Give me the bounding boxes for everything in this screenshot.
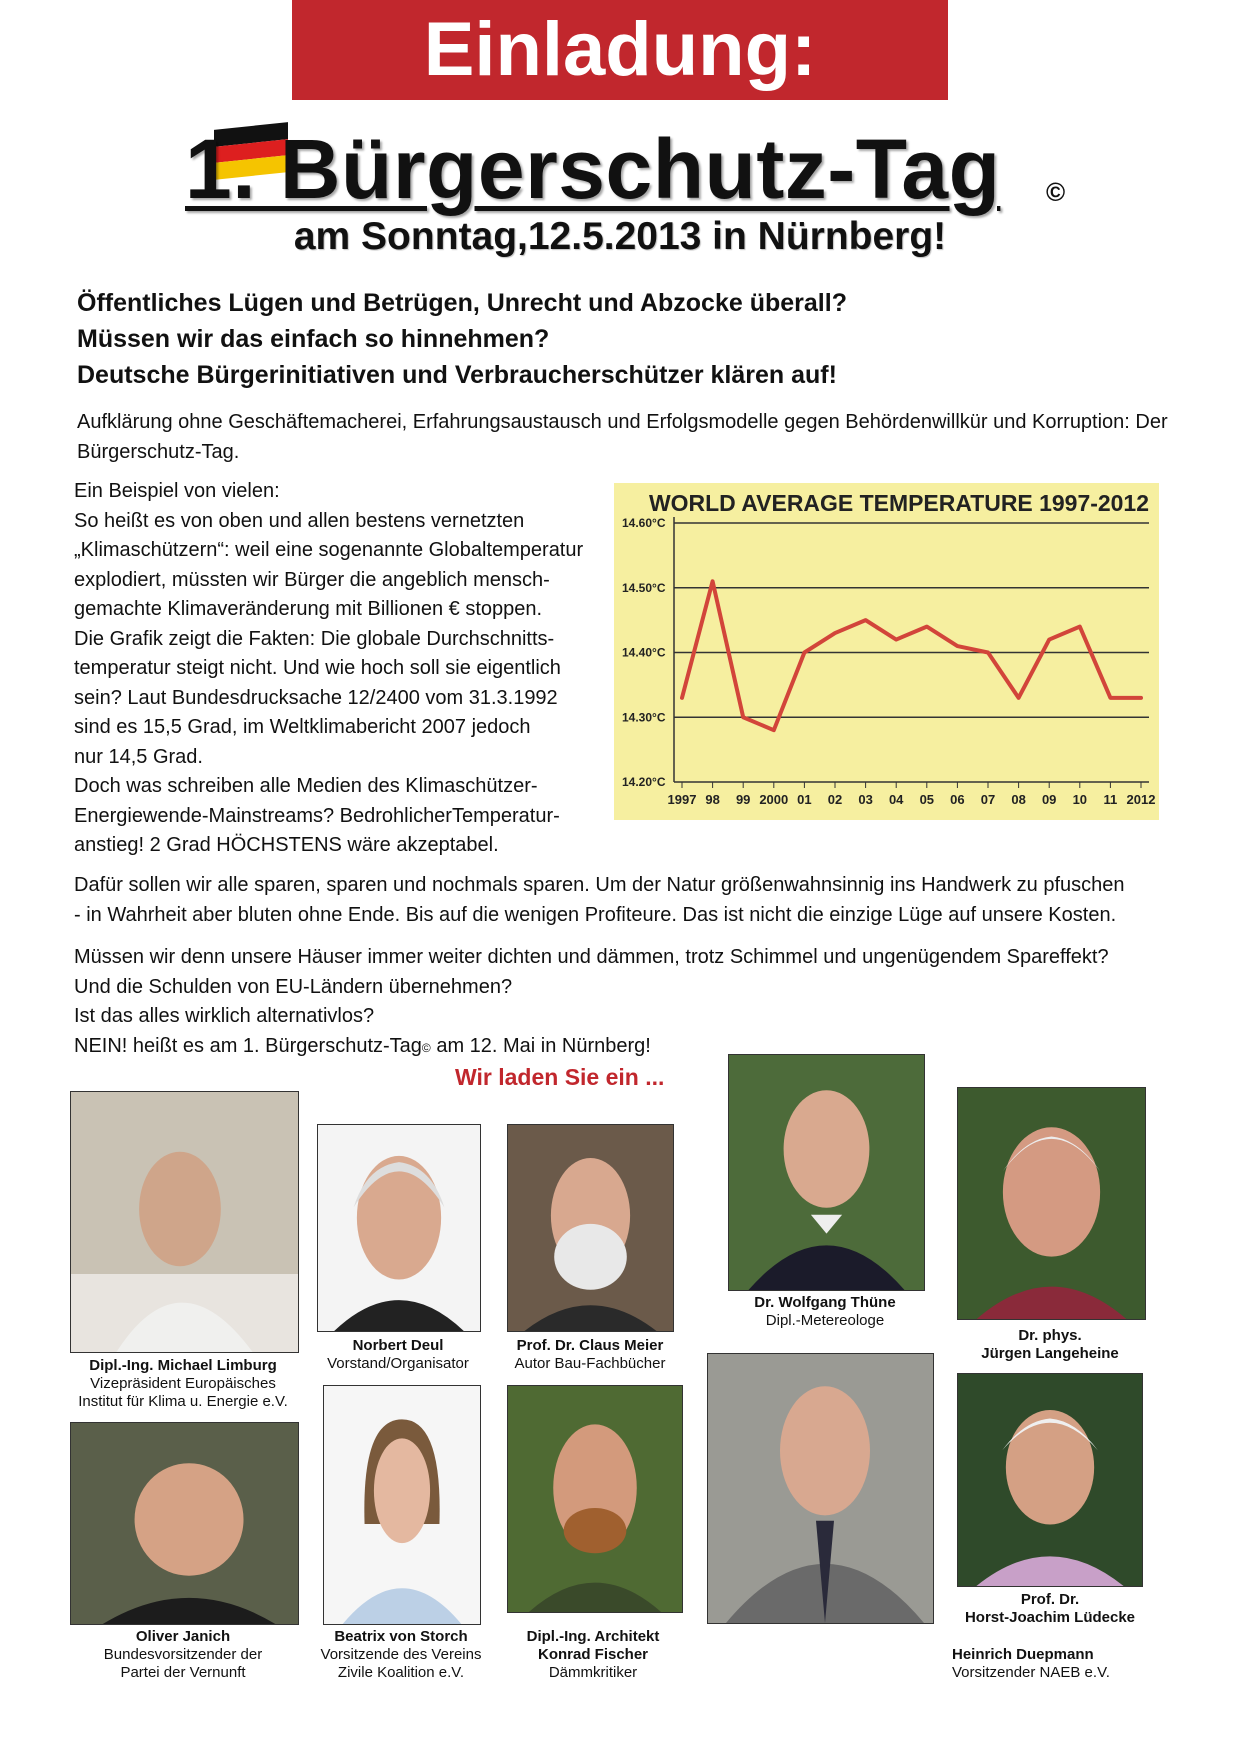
chart-x-tick-label: 02	[827, 792, 843, 807]
speaker-name: Beatrix von Storch	[334, 1628, 468, 1645]
speaker-photo-thuene	[728, 1054, 925, 1291]
speaker-name: Prof. Dr. Claus Meier	[516, 1337, 664, 1354]
speaker-caption-deul	[303, 1337, 493, 1373]
intro-line: Öffentliches Lügen und Betrügen, Unrecht und Abzocke überall?	[77, 289, 847, 317]
intro-questions	[77, 285, 1197, 393]
text-line: Doch was schreiben alle Medien des Klimaschützer-	[74, 775, 538, 797]
final-line	[74, 1032, 1204, 1064]
chart-data-point	[1109, 696, 1112, 699]
chart-data-point	[1078, 625, 1081, 628]
chart-x-tick-label: 08	[1011, 792, 1026, 807]
final-line-text: NEIN! heißt es am 1. Bürgerschutz-Tag	[74, 1034, 422, 1057]
speaker-caption-limburg	[63, 1357, 303, 1411]
chart-y-tick-label: 14.20°C	[622, 775, 666, 789]
temperature-chart	[614, 483, 1159, 820]
text-line: Müssen wir denn unsere Häuser immer weiter dichten und dämmen, trotz Schimmel und ungenügendem Spareffekt?	[74, 946, 1109, 968]
text-line: Dafür sollen wir alle sparen, sparen und nochmals sparen. Um der Natur größenwahnsinnig ins Handwerk zu pfuschen	[74, 874, 1125, 896]
text-line: Und die Schulden von EU-Ländern übernehmen?	[74, 975, 513, 998]
speaker-photo-meier	[507, 1124, 674, 1332]
final-line-text-end: am 12. Mai in Nürnberg!	[430, 1034, 651, 1057]
speaker-photo-janich	[70, 1422, 299, 1625]
chart-data-point	[1140, 696, 1143, 699]
chart-data-point	[681, 696, 684, 699]
speaker-role: Vorsitzender NAEB e.V.	[952, 1664, 1110, 1681]
speaker-name: Heinrich Duepmann	[952, 1646, 1094, 1663]
chart-x-tick-label: 03	[858, 792, 873, 807]
chart-x-tick-label: 2000	[759, 792, 789, 807]
speaker-role: Dipl.-Metereologe	[765, 1312, 885, 1329]
speaker-caption-storch	[303, 1628, 499, 1682]
chart-data-point	[772, 729, 775, 732]
chart-y-tick-label: 14.50°C	[622, 580, 666, 595]
speaker-name: Prof. Dr.	[1020, 1591, 1080, 1608]
invitation-banner: Einladung:	[292, 0, 948, 100]
speaker-role: Partei der Vernunft	[120, 1664, 246, 1681]
intro-line: Deutsche Bürgerinitiativen und Verbraucherschützer klären auf!	[77, 361, 837, 389]
chart-data-point	[711, 580, 714, 583]
paragraph-savings	[74, 871, 1204, 930]
speaker-role: Dämmkritiker	[548, 1664, 638, 1681]
text-line: gemachte Klimaveränderung mit Billionen € stoppen.	[74, 598, 543, 620]
paragraph-closing	[74, 943, 1204, 1063]
paragraph-purpose: Aufklärung ohne Geschäftemacherei, Erfahrungsaustausch und Erfolgsmodelle gegen Behördenwillkür und Korruption: Der Bürgerschutz-Tag.	[77, 411, 1168, 463]
chart-x-tick-label: 98	[705, 792, 720, 807]
text-line: Energiewende-Mainstreams? BedrohlicherTemperatur-	[74, 804, 560, 827]
chart-x-tick-label: 1997	[667, 792, 697, 807]
text-line: sind es 15,5 Grad, im Weltklimabericht 2007 jedoch	[74, 716, 531, 738]
speaker-caption-duepmann	[952, 1646, 1162, 1682]
speaker-name: Dipl.-Ing. Michael Limburg	[89, 1357, 277, 1374]
speaker-name: Dr. Wolfgang Thüne	[754, 1294, 896, 1311]
speaker-photo-limburg	[70, 1091, 299, 1353]
chart-y-tick-label: 14.60°C	[622, 516, 666, 530]
chart-x-tick-label: 10	[1072, 792, 1088, 807]
chart-x-tick-label: 04	[888, 792, 904, 807]
speaker-name: Norbert Deul	[352, 1337, 444, 1354]
text-line: nur 14,5 Grad.	[74, 745, 203, 768]
text-line: Ein Beispiel von vielen:	[74, 480, 280, 502]
copyright-mark-small: ©	[421, 1040, 431, 1055]
speaker-name: Jürgen Langeheine	[981, 1345, 1119, 1362]
speaker-name: Oliver Janich	[135, 1628, 231, 1645]
speaker-photo-fischer	[507, 1385, 683, 1613]
chart-y-tick-label: 14.30°C	[622, 710, 666, 725]
speaker-caption-janich	[63, 1628, 303, 1682]
chart-data-point	[864, 619, 867, 622]
chart-x-tick-label: 2012	[1126, 792, 1156, 807]
speaker-photo-luedecke	[957, 1373, 1143, 1587]
speaker-role: Institut für Klima u. Energie e.V.	[78, 1393, 288, 1410]
speaker-photo-deul	[317, 1124, 481, 1332]
speaker-role: Vorsitzende des Vereins	[320, 1646, 482, 1663]
chart-x-tick-label: 06	[950, 792, 965, 807]
speaker-role: Vorstand/Organisator	[327, 1355, 469, 1372]
text-line: sein? Laut Bundesdrucksache 12/2400 vom 31.3.1992	[74, 686, 558, 709]
speaker-caption-langeheine	[945, 1327, 1155, 1363]
chart-data-point	[742, 716, 745, 719]
speaker-role: Zivile Koalition e.V.	[337, 1664, 465, 1681]
speaker-role: Autor Bau-Fachbücher	[514, 1355, 666, 1372]
text-line: Ist das alles wirklich alternativlos?	[74, 1005, 375, 1027]
speaker-photo-storch	[323, 1385, 481, 1625]
speaker-photo-langeheine	[957, 1087, 1146, 1320]
speaker-name: Dr. phys.	[1018, 1327, 1082, 1344]
text-line: anstieg! 2 Grad HÖCHSTENS wäre akzeptabel.	[74, 834, 499, 856]
text-line: Die Grafik zeigt die Fakten: Die globale Durchschnitts-	[74, 627, 555, 650]
chart-data-point	[895, 638, 898, 641]
chart-data-point	[834, 632, 837, 635]
chart-x-tick-label: 05	[919, 792, 935, 807]
chart-x-tick-label: 07	[980, 792, 996, 807]
chart-x-tick-label: 99	[735, 792, 751, 807]
speaker-photo-duepmann	[707, 1353, 934, 1624]
chart-data-point	[956, 645, 959, 648]
text-line: „Klimaschützern“: weil eine sogenannte Globaltemperatur	[74, 539, 584, 561]
speaker-caption-luedecke	[945, 1591, 1155, 1627]
text-line: So heißt es von oben und allen bestens vernetzten	[74, 509, 525, 532]
chart-title: WORLD AVERAGE TEMPERATURE 1997-2012	[649, 490, 1149, 516]
speaker-name: Konrad Fischer	[537, 1646, 649, 1663]
speaker-caption-thuene	[720, 1294, 930, 1330]
climate-example-text	[74, 477, 614, 861]
speaker-role: Bundesvorsitzender der	[103, 1646, 263, 1663]
chart-x-tick-label: 09	[1041, 792, 1057, 807]
intro-line: Müssen wir das einfach so hinnehmen?	[77, 325, 550, 353]
chart-x-tick-label: 01	[797, 792, 812, 807]
text-line: - in Wahrheit aber bluten ohne Ende. Bis auf die wenigen Profiteure. Das ist nicht die einzige Lüge auf unsere Kosten.	[74, 903, 1117, 926]
chart-data-point	[987, 651, 990, 654]
chart-data-point	[1017, 696, 1020, 699]
text-line: explodiert, müssten wir Bürger die angeblich mensch-	[74, 568, 550, 591]
event-date-location: am Sonntag,12.5.2013 in Nürnberg!	[293, 215, 947, 258]
speaker-caption-meier	[495, 1337, 685, 1373]
speaker-name: Dipl.-Ing. Architekt	[526, 1628, 660, 1645]
chart-y-tick-label: 14.40°C	[622, 645, 666, 660]
chart-data-point	[1048, 638, 1051, 641]
event-title: 1. Bürgerschutz-Tag	[185, 122, 1001, 216]
speaker-role: Vizepräsident Europäisches	[90, 1375, 276, 1392]
chart-x-tick-label: 11	[1103, 792, 1118, 807]
speaker-name: Horst-Joachim Lüdecke	[964, 1609, 1136, 1626]
text-line: temperatur steigt nicht. Und wie hoch soll sie eigentlich	[74, 657, 561, 679]
chart-data-point	[925, 625, 928, 628]
copyright-mark: ©	[1046, 177, 1066, 207]
chart-data-point	[803, 651, 806, 654]
speaker-caption-fischer	[495, 1628, 691, 1682]
invite-heading: Wir laden Sie ein ...	[455, 1064, 665, 1090]
